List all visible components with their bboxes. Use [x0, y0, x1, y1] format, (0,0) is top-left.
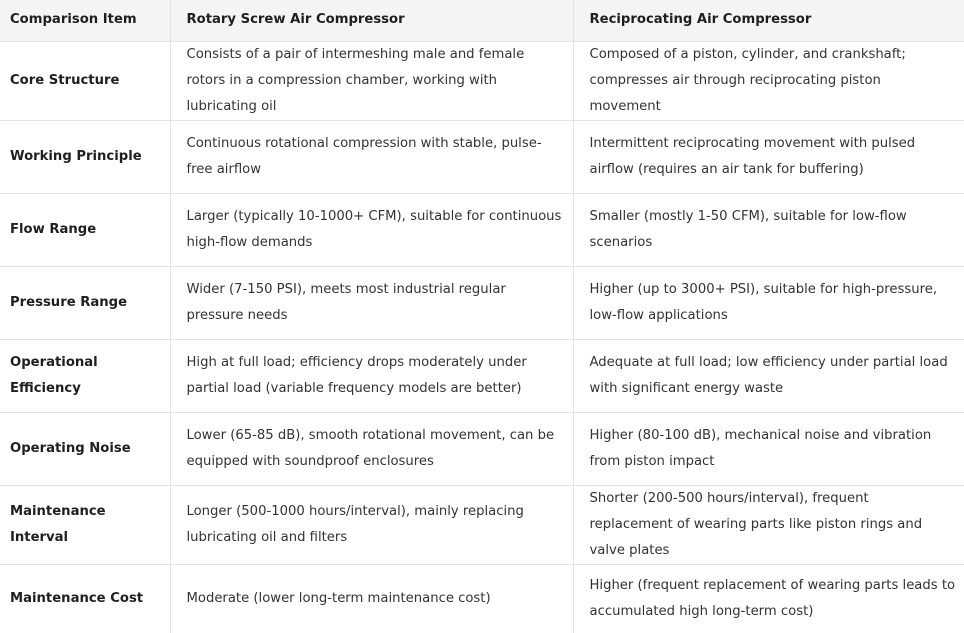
table-header	[0, 0, 964, 41]
table-row	[0, 564, 964, 633]
reciprocating-cell: Smaller (mostly 1-50 CFM), suitable for low-flow scenarios	[573, 193, 964, 266]
rotary-cell: Lower (65-85 dB), smooth rotational movement, can be equipped with soundproof enclosures	[170, 412, 573, 485]
rotary-cell: Continuous rotational compression with stable, pulse-free airflow	[170, 120, 573, 193]
header-reciprocating: Reciprocating Air Compressor	[573, 0, 964, 41]
rotary-cell: Wider (7-150 PSI), meets most industrial regular pressure needs	[170, 266, 573, 339]
reciprocating-cell: Higher (80-100 dB), mechanical noise and vibration from piston impact	[573, 412, 964, 485]
row-label: Working Principle	[0, 120, 170, 193]
rotary-cell: Larger (typically 10-1000+ CFM), suitable for continuous high-flow demands	[170, 193, 573, 266]
row-label: Maintenance Interval	[0, 485, 170, 564]
table-body	[0, 41, 964, 633]
reciprocating-cell: Shorter (200-500 hours/interval), frequent replacement of wearing parts like piston rings and valve plates	[573, 485, 964, 564]
header-rotary-screw: Rotary Screw Air Compressor	[170, 0, 573, 41]
table-row	[0, 339, 964, 412]
header-comparison-item: Comparison Item	[0, 0, 170, 41]
rotary-cell: Consists of a pair of intermeshing male and female rotors in a compression chamber, working with lubricating oil	[170, 41, 573, 120]
row-label: Pressure Range	[0, 266, 170, 339]
rotary-cell: Moderate (lower long-term maintenance cost)	[170, 564, 573, 633]
reciprocating-cell: Adequate at full load; low efficiency under partial load with significant energy waste	[573, 339, 964, 412]
row-label: Operational Efficiency	[0, 339, 170, 412]
table-row	[0, 41, 964, 120]
reciprocating-cell: Higher (up to 3000+ PSI), suitable for high-pressure, low-flow applications	[573, 266, 964, 339]
reciprocating-cell: Higher (frequent replacement of wearing parts leads to accumulated high long-term cost)	[573, 564, 964, 633]
table-row	[0, 412, 964, 485]
rotary-cell: Longer (500-1000 hours/interval), mainly replacing lubricating oil and filters	[170, 485, 573, 564]
row-label: Operating Noise	[0, 412, 170, 485]
table-row	[0, 193, 964, 266]
table-row	[0, 120, 964, 193]
rotary-cell: High at full load; efficiency drops moderately under partial load (variable frequency models are better)	[170, 339, 573, 412]
table-row	[0, 485, 964, 564]
row-label: Flow Range	[0, 193, 170, 266]
table-row	[0, 266, 964, 339]
reciprocating-cell: Composed of a piston, cylinder, and crankshaft; compresses air through reciprocating piston movement	[573, 41, 964, 120]
row-label: Maintenance Cost	[10, 590, 144, 606]
header-row	[0, 0, 964, 41]
row-label: Core Structure	[0, 41, 170, 120]
reciprocating-cell: Intermittent reciprocating movement with pulsed airflow (requires an air tank for buffering)	[573, 120, 964, 193]
